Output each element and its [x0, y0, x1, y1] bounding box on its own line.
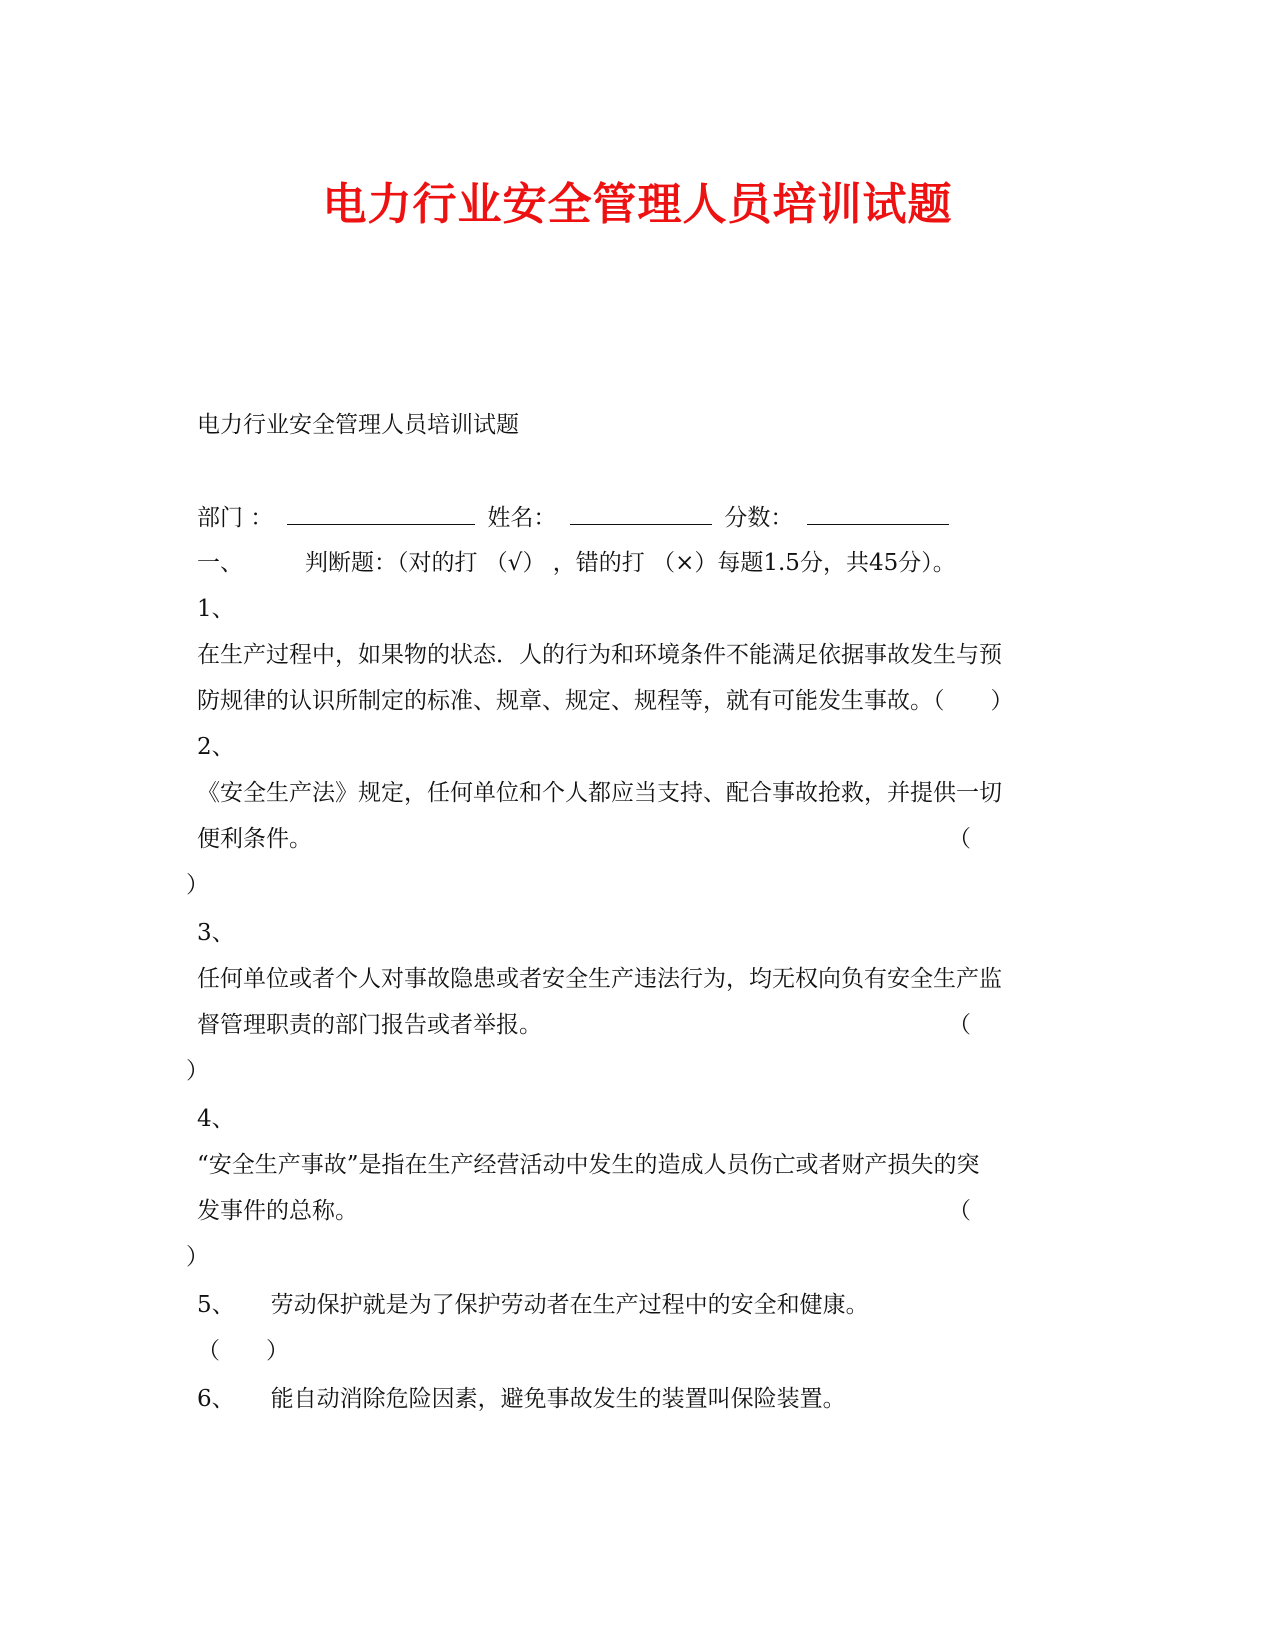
- question-5: [197, 1290, 869, 1320]
- question-4-answer-open: （: [948, 1198, 971, 1224]
- question-6: [197, 1384, 846, 1414]
- section-one-heading: [197, 548, 956, 578]
- question-3-answer-close: ）: [186, 1058, 209, 1084]
- score-label: 分数：: [724, 505, 794, 531]
- question-4-line-1: “安全生产事故”是指在生产经营活动中发生的造成人员伤亡或者财产损失的突: [197, 1152, 980, 1178]
- question-5-number: 5、: [197, 1292, 235, 1318]
- score-field[interactable]: [807, 502, 949, 525]
- question-3-line-1: 任何单位或者个人对事故隐患或者安全生产违法行为，均无权向负有安全生产监: [197, 966, 1002, 992]
- question-5-text: 劳动保护就是为了保护劳动者在生产过程中的安全和健康。: [270, 1292, 869, 1318]
- question-3-number: 3、: [197, 920, 235, 946]
- section-instructions: 判断题：（对的打 （√） ，错的打 （×）每题1.5分，共45分）。: [305, 550, 956, 576]
- question-2-number: 2、: [197, 734, 235, 760]
- question-5-answer: （ ）: [197, 1338, 289, 1364]
- question-1-line-1: 在生产过程中，如果物的状态．人的行为和环境条件不能满足依据事故发生与预: [197, 642, 1002, 668]
- question-2-answer-open: （: [948, 826, 971, 852]
- section-number: 一、: [197, 550, 243, 576]
- document-title: 电力行业安全管理人员培训试题: [322, 179, 953, 230]
- question-1-line-2: 防规律的认识所制定的标准、规章、规定、规程等，就有可能发生事故。（ ）: [197, 688, 1014, 714]
- info-fields-row: [197, 502, 961, 533]
- question-6-number: 6、: [197, 1386, 235, 1412]
- dept-field[interactable]: [287, 502, 475, 525]
- question-1-number: 1、: [197, 596, 235, 622]
- dept-label: 部门 ：: [197, 505, 274, 531]
- question-4-answer-close: ）: [186, 1244, 209, 1270]
- question-2-answer-close: ）: [186, 872, 209, 898]
- question-6-text: 能自动消除危险因素，避免事故发生的装置叫保险装置。: [270, 1386, 846, 1412]
- document-subtitle: 电力行业安全管理人员培训试题: [197, 412, 519, 438]
- question-3-line-2: 督管理职责的部门报告或者举报。: [197, 1012, 542, 1038]
- name-label: 姓名：: [487, 505, 557, 531]
- question-2-line-1: 《安全生产法》规定，任何单位和个人都应当支持、配合事故抢救，并提供一切: [197, 780, 1002, 806]
- question-2-line-2: 便利条件。: [197, 826, 312, 852]
- question-3-answer-open: （: [948, 1012, 971, 1038]
- name-field[interactable]: [570, 502, 712, 525]
- question-4-number: 4、: [197, 1106, 235, 1132]
- question-4-line-2: 发事件的总称。: [197, 1198, 358, 1224]
